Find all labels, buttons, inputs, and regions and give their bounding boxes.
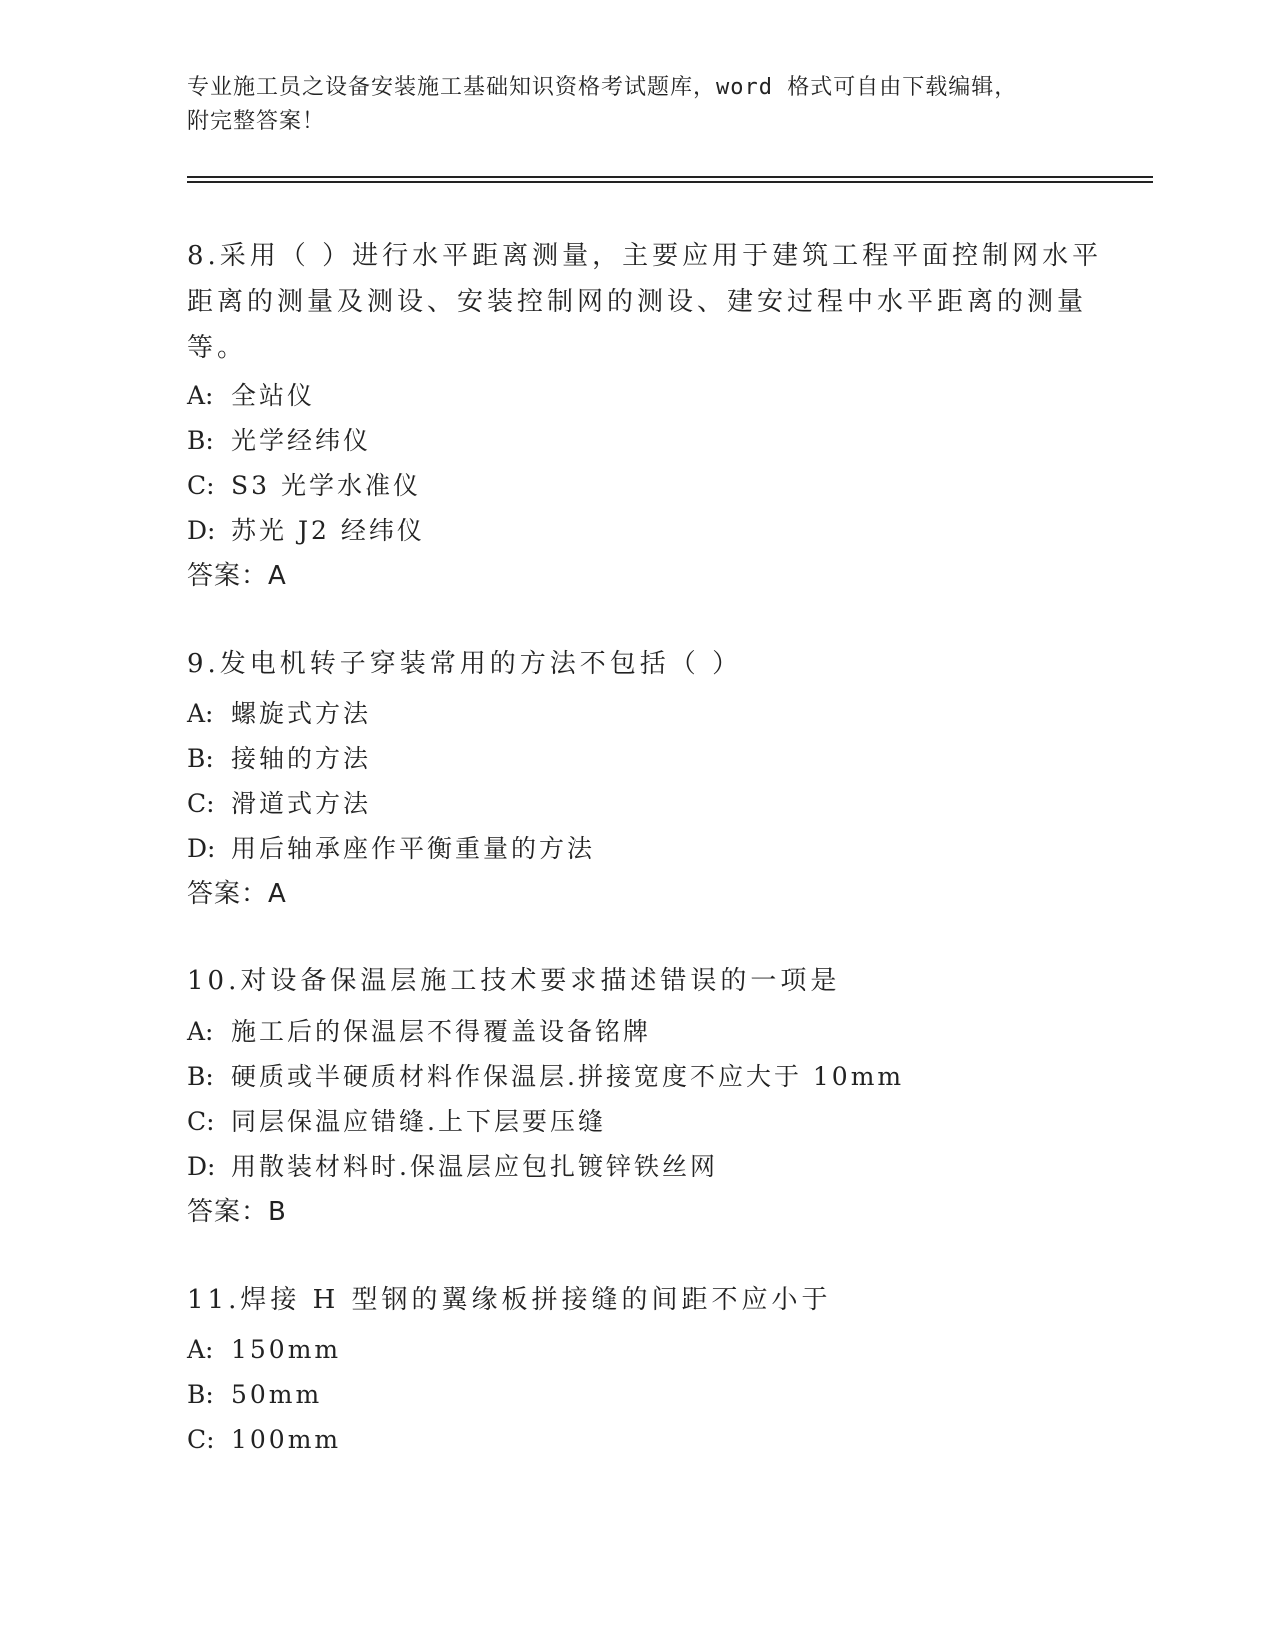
option-text: 50mm xyxy=(231,1380,323,1409)
option-c xyxy=(187,468,421,504)
option-b xyxy=(187,741,371,777)
option-a xyxy=(187,1332,341,1368)
option-a xyxy=(187,1014,651,1050)
option-text: 同层保温应错缝.上下层要压缝 xyxy=(231,1107,606,1136)
option-a xyxy=(187,696,371,732)
option-text: 全站仪 xyxy=(231,381,316,410)
option-key: C: xyxy=(187,1107,215,1136)
option-key: B: xyxy=(187,1380,214,1409)
option-text: S3 光学水准仪 xyxy=(231,471,421,500)
option-key: D: xyxy=(187,516,216,545)
option-key: B: xyxy=(187,426,214,455)
option-key: D: xyxy=(187,1152,216,1181)
option-key: C: xyxy=(187,789,215,818)
option-text: 100mm xyxy=(231,1425,342,1454)
option-key: B: xyxy=(187,1062,214,1091)
question-text-line: 10.对设备保温层施工技术要求描述错误的一项是 xyxy=(187,966,841,996)
option-text: 施工后的保温层不得覆盖设备铭牌 xyxy=(231,1017,652,1046)
option-key: A: xyxy=(187,1335,214,1364)
document-header-line-2: 附完整答案！ xyxy=(187,109,326,134)
option-d xyxy=(187,513,425,549)
option-d xyxy=(187,1149,718,1185)
header-divider-top xyxy=(187,176,1153,178)
option-key: B: xyxy=(187,744,214,773)
option-a xyxy=(187,378,315,414)
question-text-line: 等。 xyxy=(187,333,248,363)
option-b xyxy=(187,1059,904,1095)
option-text: 用散装材料时.保温层应包扎镀锌铁丝网 xyxy=(231,1152,718,1181)
option-text: 用后轴承座作平衡重量的方法 xyxy=(231,834,596,863)
option-key: C: xyxy=(187,1425,215,1454)
answer: 答案：A xyxy=(187,561,287,591)
option-text: 150mm xyxy=(231,1335,342,1364)
option-key: A: xyxy=(187,699,214,728)
option-c xyxy=(187,1422,341,1458)
header-divider-bottom xyxy=(187,181,1153,183)
option-d xyxy=(187,831,595,867)
option-text: 光学经纬仪 xyxy=(231,426,372,455)
option-key: A: xyxy=(187,1017,214,1046)
answer: 答案：A xyxy=(187,879,287,909)
question-text-line: 9.发电机转子穿装常用的方法不包括（ ） xyxy=(187,649,743,679)
option-text: 硬质或半硬质材料作保温层.拼接宽度不应大于 10mm xyxy=(231,1062,905,1091)
option-text: 滑道式方法 xyxy=(231,789,372,818)
question-text-line: 11.焊接 H 型钢的翼缘板拼接缝的间距不应小于 xyxy=(187,1285,832,1315)
option-c xyxy=(187,786,371,822)
option-text: 苏光 J2 经纬仪 xyxy=(231,516,425,545)
option-key: A: xyxy=(187,381,214,410)
option-text: 螺旋式方法 xyxy=(231,699,372,728)
option-b xyxy=(187,1377,322,1413)
document-header-line-1: 专业施工员之设备安装施工基础知识资格考试题库，word 格式可自由下载编辑， xyxy=(187,75,1018,100)
option-key: D: xyxy=(187,834,216,863)
option-text: 接轴的方法 xyxy=(231,744,372,773)
option-key: C: xyxy=(187,471,215,500)
answer: 答案：B xyxy=(187,1197,287,1227)
option-b xyxy=(187,423,371,459)
question-text-line: 距离的测量及测设、安装控制网的测设、建安过程中水平距离的测量 xyxy=(187,287,1088,317)
question-text-line: 8.采用（ ）进行水平距离测量，主要应用于建筑工程平面控制网水平 xyxy=(187,241,1103,271)
option-c xyxy=(187,1104,606,1140)
